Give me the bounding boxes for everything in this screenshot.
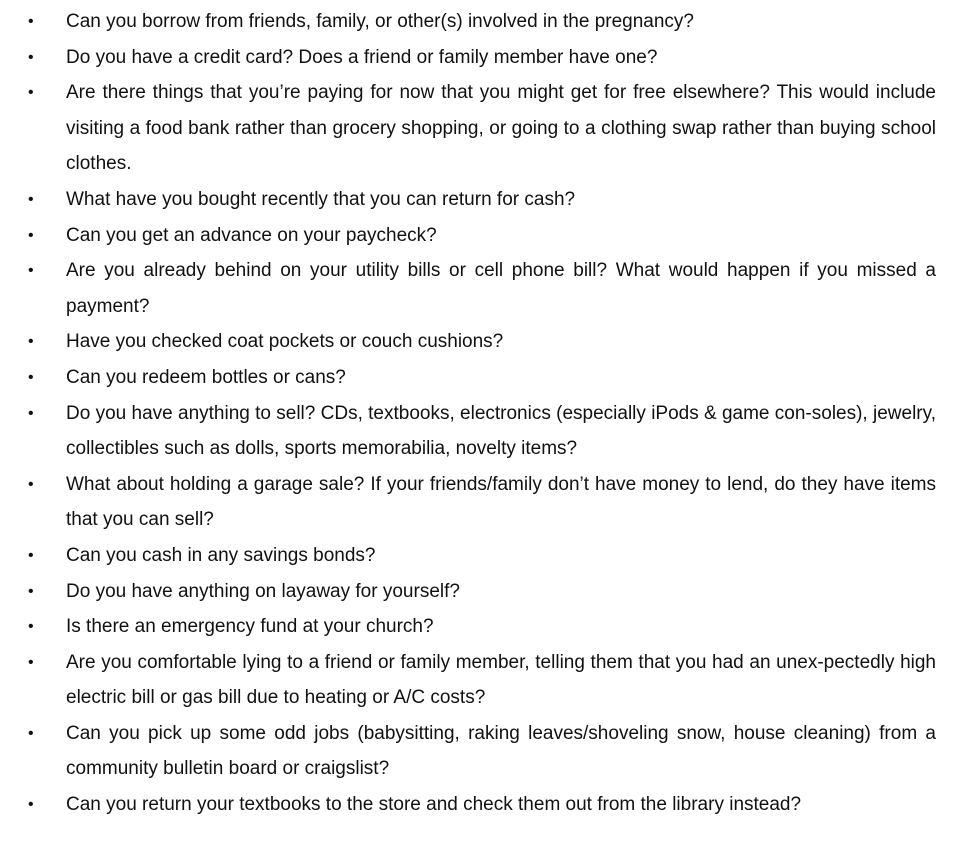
bullet-icon: • — [28, 796, 34, 814]
list-item-text: Do you have anything on layaway for yourself? — [66, 580, 460, 602]
bullet-icon: • — [28, 368, 34, 386]
list-item — [22, 40, 936, 76]
bullet-icon: • — [28, 190, 34, 208]
list-item — [22, 574, 936, 610]
bullet-icon: • — [28, 618, 34, 636]
list-item-text: Can you return your textbooks to the store and check them out from the library instead? — [66, 794, 802, 816]
list-item — [22, 609, 936, 645]
list-item — [22, 396, 936, 467]
bullet-icon: • — [28, 582, 34, 600]
bullet-icon: • — [28, 546, 34, 564]
list-item — [22, 538, 936, 574]
list-item-text: Do you have a credit card? Does a friend or family member have one? — [66, 46, 658, 68]
bullet-icon: • — [28, 475, 34, 493]
list-item — [22, 467, 936, 538]
list-item — [22, 218, 936, 254]
list-item — [22, 716, 936, 787]
bullet-icon: • — [28, 13, 34, 30]
bullet-list — [22, 4, 936, 823]
list-item-text: Can you borrow from friends, family, or other(s) involved in the pregnancy? — [66, 11, 694, 32]
bullet-icon: • — [28, 262, 34, 280]
bullet-icon: • — [28, 84, 34, 102]
list-item — [22, 324, 936, 360]
list-item-text: Are there things that you’re paying for now that you might get for free elsewhere? This would include visiting a food bank rather than grocery shopping, or going to a clothing swap rather than buying school clothes. — [66, 82, 936, 175]
bullet-icon: • — [28, 404, 34, 422]
list-item — [22, 253, 936, 324]
list-item — [22, 787, 936, 823]
list-item-text: Can you cash in any savings bonds? — [66, 544, 376, 566]
list-item-text: Are you already behind on your utility bills or cell phone bill? What would happen if you missed a payment? — [66, 260, 936, 317]
list-item — [22, 75, 936, 182]
list-item-text: What have you bought recently that you can return for cash? — [66, 188, 576, 210]
list-item-text: Can you redeem bottles or cans? — [66, 366, 346, 388]
list-item-text: Have you checked coat pockets or couch cushions? — [66, 331, 504, 353]
bullet-icon: • — [28, 226, 34, 244]
list-item — [22, 645, 936, 716]
bullet-icon: • — [28, 333, 34, 351]
list-item-text: Do you have anything to sell? CDs, textbooks, electronics (especially iPods & game con-soles), jewelry, collectibles such as dolls, sports memorabilia, novelty items? — [66, 402, 936, 460]
list-item — [22, 182, 936, 218]
list-item-text: Can you pick up some odd jobs (babysitting, raking leaves/shoveling snow, house cleaning) from a community bulletin board or craigslist? — [66, 722, 936, 780]
list-item — [22, 360, 936, 396]
bullet-icon: • — [28, 48, 34, 66]
list-item-text: Is there an emergency fund at your church? — [66, 616, 434, 638]
list-item — [22, 4, 936, 40]
list-item-text: What about holding a garage sale? If your friends/family don’t have money to lend, do they have items that you can sell? — [66, 473, 936, 531]
bullet-icon: • — [28, 653, 34, 671]
list-item-text: Are you comfortable lying to a friend or family member, telling them that you had an unex-pectedly high electric bill or gas bill due to heating or A/C costs? — [66, 651, 936, 709]
bullet-icon: • — [28, 724, 34, 742]
list-item-text: Can you get an advance on your paycheck? — [66, 224, 437, 246]
